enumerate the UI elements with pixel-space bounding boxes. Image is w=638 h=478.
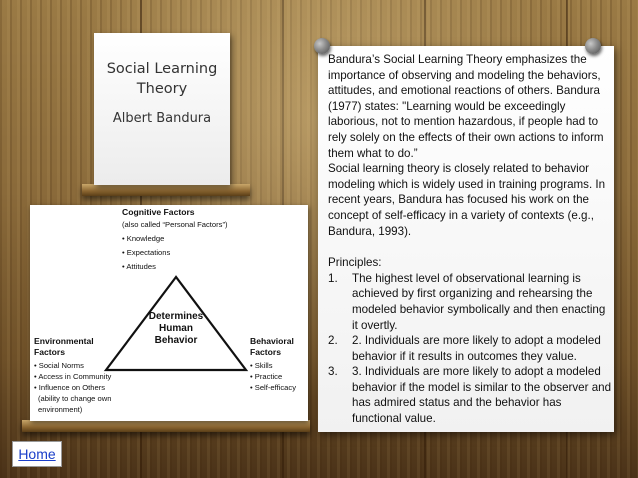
principle-item — [328, 333, 612, 364]
center-label — [134, 311, 218, 347]
principles-heading: Principles: — [328, 256, 382, 270]
intro-paragraph: Bandura’s Social Learning Theory emphasizes the importance of observing and modeling the behaviors, attitudes, and emotional reactions of others. Bandura (1977) states: "Learning would be exceedingly laborious, not to mention hazardous, if people had to rely solely on the effects of their own actions to inform them what to do.” — [328, 53, 604, 160]
environmental-item: environment) — [38, 405, 83, 414]
slide-title: Social Learning Theory — [106, 61, 218, 97]
principles-list — [328, 271, 612, 427]
environmental-item: (ability to change own — [38, 394, 112, 403]
note-body — [328, 52, 612, 427]
behavioral-heading-2: Factors — [250, 347, 282, 357]
principle-number: 3. — [328, 365, 338, 379]
center-line: Human — [159, 323, 193, 334]
principle-text: 3. Individuals are more likely to adopt a modeled behavior if the model is similar to the observer and has admired status and the behavior has functional value. — [352, 365, 612, 426]
environmental-heading-2: Factors — [34, 347, 66, 357]
home-link[interactable]: Home — [12, 441, 62, 467]
principle-item — [328, 364, 612, 426]
bottom-shelf — [22, 420, 310, 432]
environmental-heading: Environmental — [34, 336, 94, 346]
environmental-item: • Social Norms — [34, 361, 84, 370]
principle-text: The highest level of observational learning is achieved by first organizing and rehearsing the modeled behavior symbolically and then enacting it overtly. — [352, 271, 606, 332]
environmental-item: • Influence on Others — [34, 383, 106, 392]
principle-text: 2. Individuals are more likely to adopt a modeled behavior if it results in outcomes they value. — [352, 334, 601, 363]
behavioral-item: • Self-efficacy — [250, 383, 296, 392]
cognitive-item: • Expectations — [122, 248, 171, 257]
cognitive-item: • Attitudes — [122, 262, 156, 271]
context-paragraph: Social learning theory is closely related to behavior modeling which is widely used in training programs. In recent years, Bandura has focused his work on the concept of self-efficacy in a variety of contexts (e.g., Bandura, 1993). — [328, 162, 606, 238]
top-shelf — [82, 184, 250, 196]
behavioral-item: • Skills — [250, 361, 273, 370]
cognitive-item: • Knowledge — [122, 234, 165, 243]
principle-number: 1. — [328, 271, 338, 285]
center-line: Behavior — [154, 335, 198, 346]
principle-number: 2. — [328, 334, 338, 348]
behavioral-item: • Practice — [250, 372, 283, 381]
triadic-diagram — [30, 205, 308, 421]
environmental-item: • Access in Community — [34, 372, 112, 381]
pushpin-icon — [585, 38, 601, 54]
behavioral-heading: Behavioral — [250, 336, 294, 346]
text-note-card — [318, 46, 614, 432]
center-line: Determines — [148, 311, 204, 322]
pushpin-icon — [314, 38, 330, 54]
principle-item — [328, 271, 612, 333]
author-name: Albert Bandura — [112, 111, 212, 126]
cognitive-subtitle: (also called “Personal Factors”) — [122, 220, 228, 229]
title-card — [94, 33, 230, 185]
cognitive-heading: Cognitive Factors — [122, 207, 195, 217]
